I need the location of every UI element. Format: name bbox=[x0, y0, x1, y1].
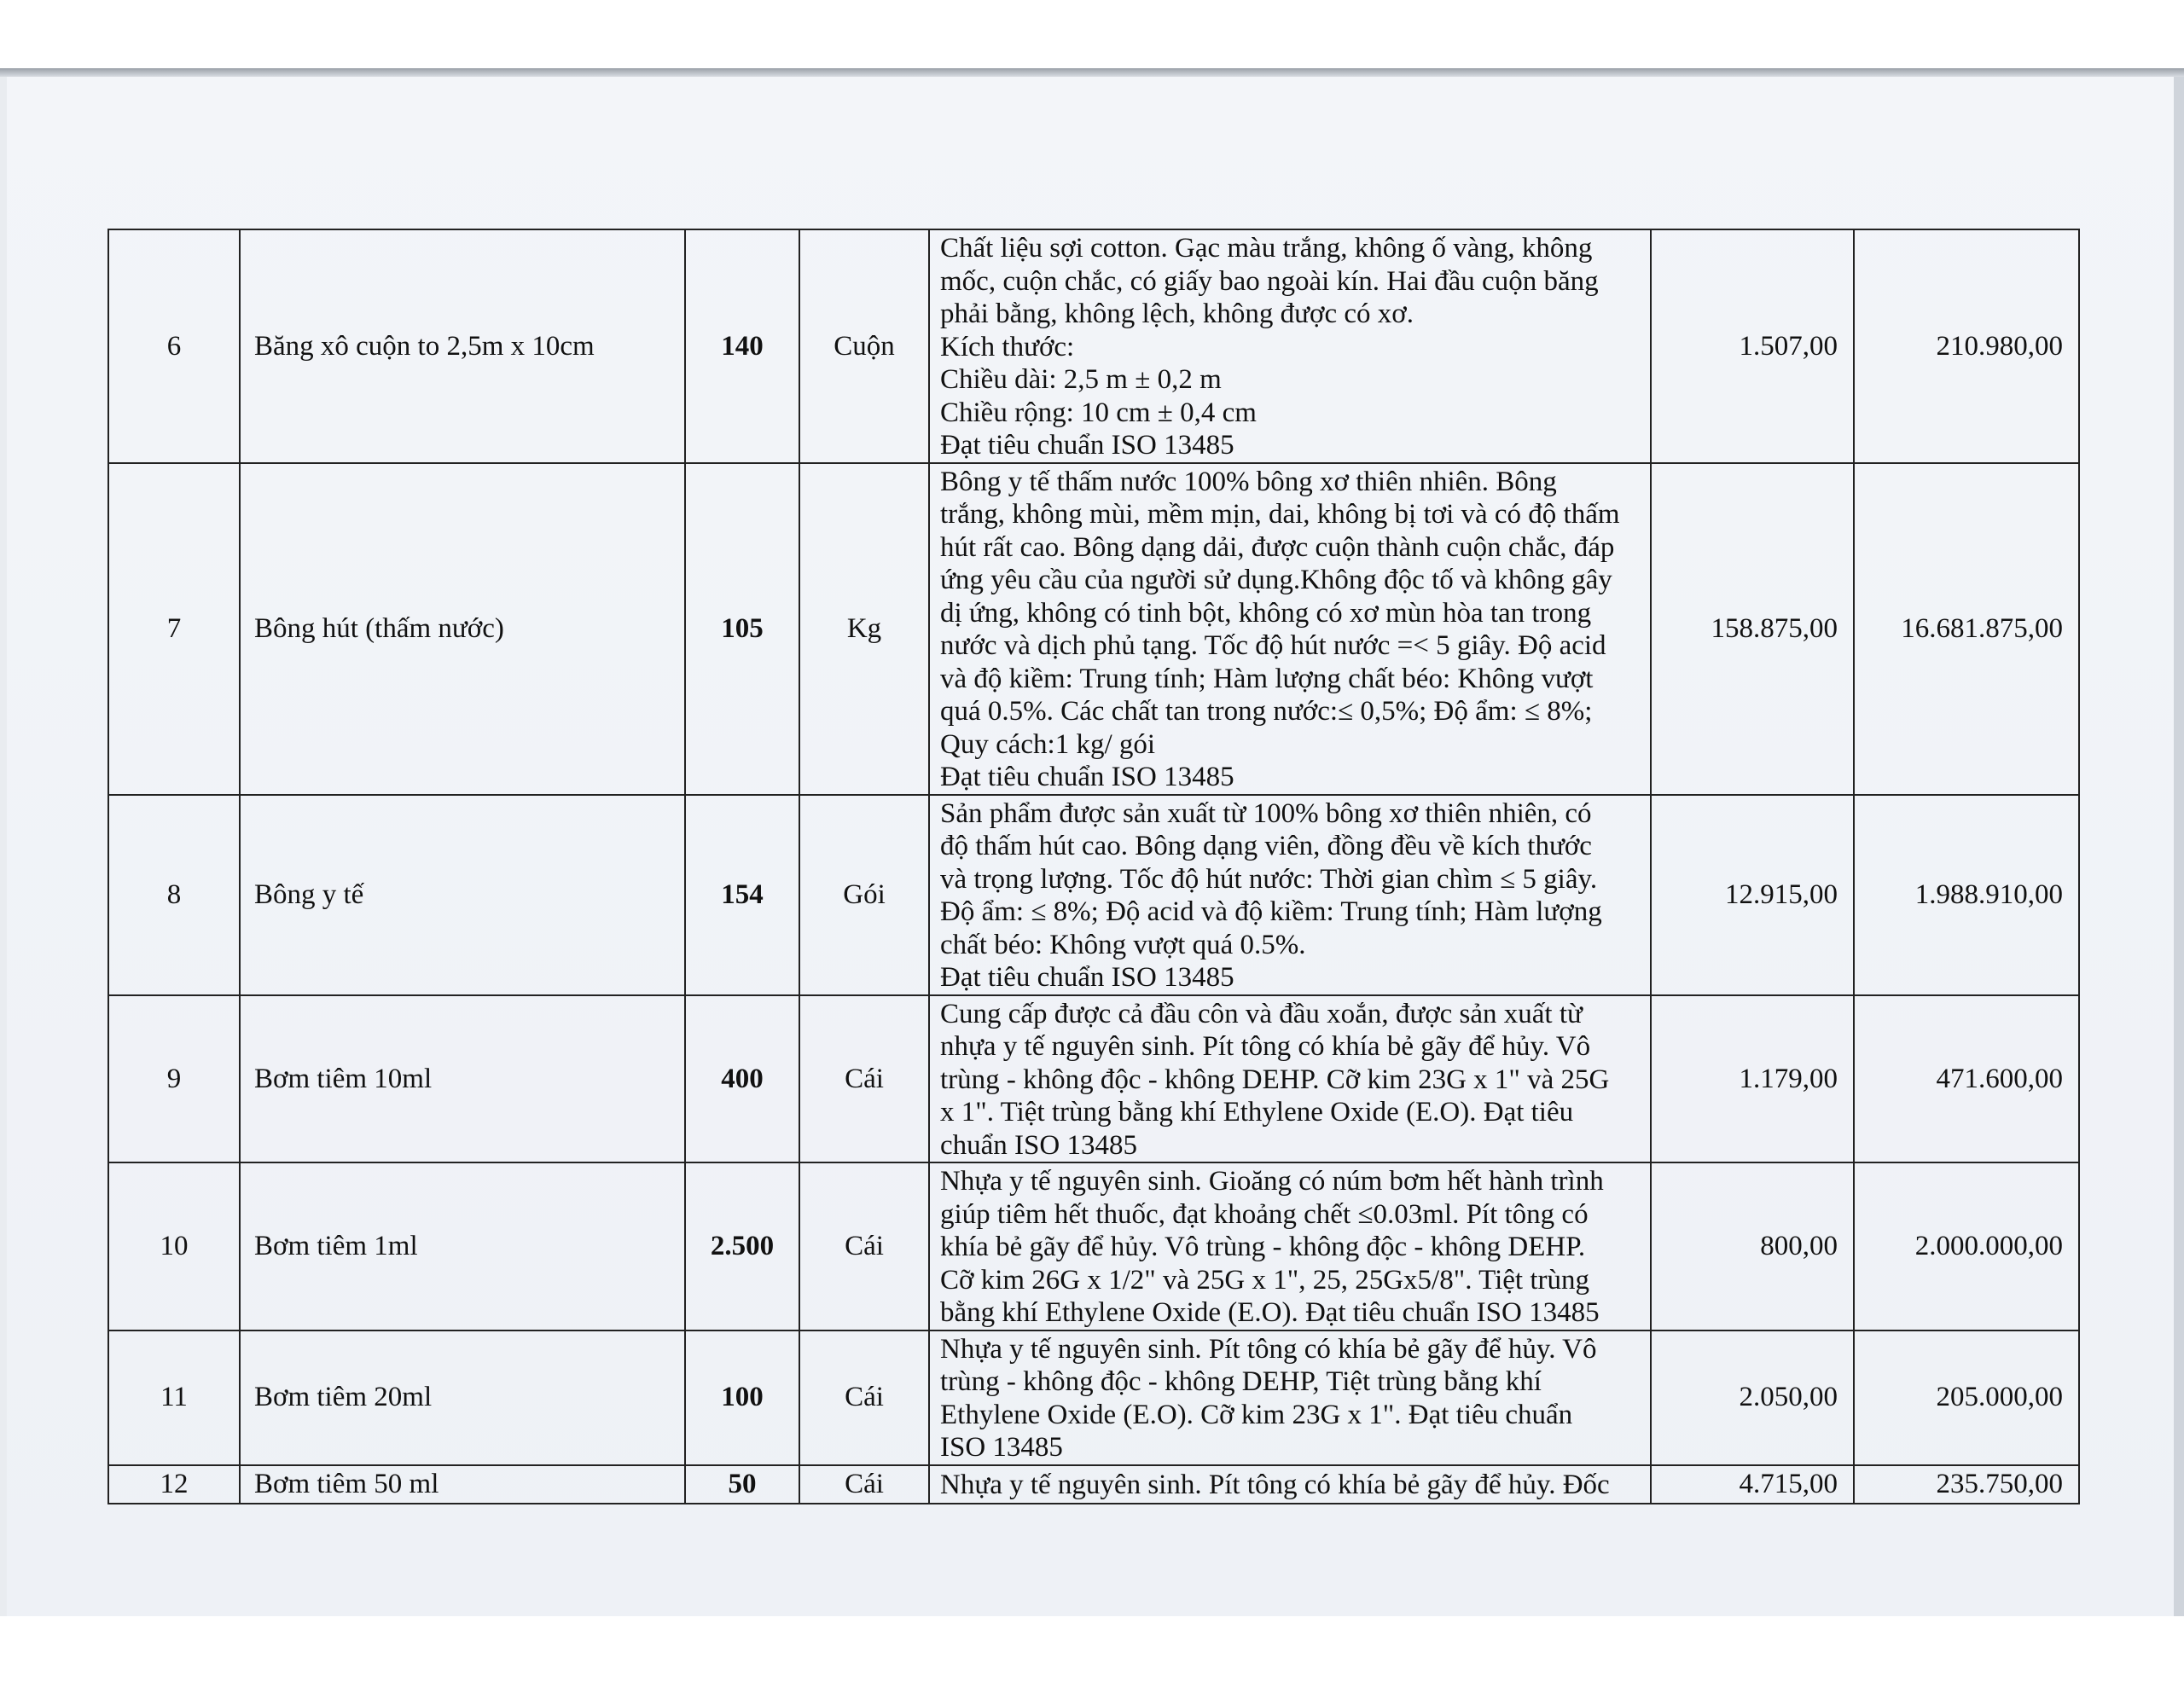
item-unit-price: 800,00 bbox=[1651, 1162, 1854, 1330]
item-name: Bơm tiêm 50 ml bbox=[240, 1465, 685, 1504]
description-line: ứng yêu cầu của người sử dụng.Không độc tố và không gây bbox=[940, 565, 1612, 595]
description-line: Sản phẩm được sản xuất từ 100% bông xơ thiên nhiên, có bbox=[940, 797, 1592, 829]
item-unit-price: 4.715,00 bbox=[1651, 1465, 1854, 1504]
description-line: nước và dịch phủ tạng. Tốc độ hút nước =< 5 giây. Độ acid bbox=[940, 630, 1606, 661]
table-row bbox=[108, 463, 2079, 795]
item-quantity: 50 bbox=[685, 1465, 799, 1504]
description-line: Đạt tiêu chuẩn ISO 13485 bbox=[940, 962, 1234, 993]
item-unit: Cuộn bbox=[799, 229, 929, 463]
item-total: 210.980,00 bbox=[1854, 229, 2079, 463]
description-line: Quy cách:1 kg/ gói bbox=[940, 728, 1156, 760]
item-quantity: 2.500 bbox=[685, 1162, 799, 1330]
item-description bbox=[929, 795, 1651, 995]
table-row bbox=[108, 995, 2079, 1163]
description-line: trùng - không độc - không DEHP, Tiệt trùng bằng khí bbox=[940, 1366, 1542, 1397]
item-quantity: 105 bbox=[685, 463, 799, 795]
description-line: và trọng lượng. Tốc độ hút nước: Thời gian chìm ≤ 5 giây. bbox=[940, 863, 1598, 895]
item-quantity: 400 bbox=[685, 995, 799, 1163]
item-quantity: 100 bbox=[685, 1330, 799, 1465]
description-line: độ thấm hút cao. Bông dạng viên, đồng đều về kích thước bbox=[940, 831, 1592, 861]
table-row bbox=[108, 229, 2079, 463]
scan-right-edge bbox=[2174, 77, 2184, 1616]
item-unit-price: 12.915,00 bbox=[1651, 795, 1854, 995]
row-number: 11 bbox=[108, 1330, 240, 1465]
description-line: chuẩn ISO 13485 bbox=[940, 1129, 1137, 1161]
row-number: 12 bbox=[108, 1465, 240, 1504]
description-line: mốc, cuộn chắc, có giấy bao ngoài kín. Hai đầu cuộn băng bbox=[940, 265, 1599, 297]
description-line: Độ ẩm: ≤ 8%; Độ acid và độ kiềm: Trung tính; Hàm lượng bbox=[940, 896, 1602, 927]
item-name: Bơm tiêm 20ml bbox=[240, 1330, 685, 1465]
scan-left-edge bbox=[0, 77, 7, 1616]
item-unit: Cái bbox=[799, 1465, 929, 1504]
description-line: phải bằng, không lệch, không được có xơ. bbox=[940, 299, 1414, 329]
item-description bbox=[929, 995, 1651, 1163]
table-body bbox=[108, 229, 2079, 1504]
row-number: 9 bbox=[108, 995, 240, 1163]
description-line: Ethylene Oxide (E.O). Cỡ kim 23G x 1". Đạt tiêu chuẩn bbox=[940, 1399, 1573, 1430]
description-line: Nhựa y tế nguyên sinh. Pít tông có khía bẻ gãy để hủy. Vô bbox=[940, 1333, 1597, 1365]
description-line: bằng khí Ethylene Oxide (E.O). Đạt tiêu chuẩn ISO 13485 bbox=[940, 1297, 1600, 1328]
description-line: giúp tiêm hết thuốc, đạt khoảng chết ≤0.03ml. Pít tông có bbox=[940, 1198, 1589, 1230]
description-line: Cỡ kim 26G x 1/2" và 25G x 1", 25, 25Gx5/8". Tiệt trùng bbox=[940, 1264, 1589, 1296]
description-line: trắng, không mùi, mềm mịn, dai, không bị tơi và có độ thấm bbox=[940, 499, 1620, 530]
table-row bbox=[108, 1330, 2079, 1465]
item-name: Bơm tiêm 10ml bbox=[240, 995, 685, 1163]
description-line: quá 0.5%. Các chất tan trong nước:≤ 0,5%; Độ ẩm: ≤ 8%; bbox=[940, 696, 1593, 727]
item-unit: Cái bbox=[799, 1162, 929, 1330]
description-line: chất béo: Không vượt quá 0.5%. bbox=[940, 929, 1306, 960]
item-unit: Cái bbox=[799, 1330, 929, 1465]
items-table bbox=[107, 229, 2080, 1504]
row-number: 7 bbox=[108, 463, 240, 795]
item-total: 1.988.910,00 bbox=[1854, 795, 2079, 995]
table-row bbox=[108, 795, 2079, 995]
item-total: 2.000.000,00 bbox=[1854, 1162, 2079, 1330]
description-line: trùng - không độc - không DEHP. Cỡ kim 23G x 1" và 25G bbox=[940, 1064, 1610, 1095]
row-number: 6 bbox=[108, 229, 240, 463]
item-quantity: 154 bbox=[685, 795, 799, 995]
item-description bbox=[929, 229, 1651, 463]
item-total: 235.750,00 bbox=[1854, 1465, 2079, 1504]
description-line: hút rất cao. Bông dạng dải, được cuộn thành cuộn chắc, đáp bbox=[940, 531, 1615, 563]
description-line: Nhựa y tế nguyên sinh. Pít tông có khía bẻ gãy để hủy. Đốc bbox=[940, 1469, 1610, 1500]
description-line: Bông y tế thấm nước 100% bông xơ thiên nhiên. Bông bbox=[940, 466, 1557, 497]
description-line: Kích thước: bbox=[940, 331, 1075, 362]
table-row bbox=[108, 1465, 2079, 1504]
item-description bbox=[929, 1162, 1651, 1330]
item-description bbox=[929, 463, 1651, 795]
item-unit-price: 1.507,00 bbox=[1651, 229, 1854, 463]
row-number: 10 bbox=[108, 1162, 240, 1330]
description-line: Đạt tiêu chuẩn ISO 13485 bbox=[940, 430, 1234, 461]
item-unit-price: 2.050,00 bbox=[1651, 1330, 1854, 1465]
description-line: Chất liệu sợi cotton. Gạc màu trắng, không ố vàng, không bbox=[940, 233, 1593, 264]
row-number: 8 bbox=[108, 795, 240, 995]
item-quantity: 140 bbox=[685, 229, 799, 463]
description-line: khía bẻ gãy để hủy. Vô trùng - không độc - không DEHP. bbox=[940, 1232, 1586, 1262]
item-unit-price: 158.875,00 bbox=[1651, 463, 1854, 795]
description-line: dị ứng, không có tinh bột, không có xơ mùn hòa tan trong bbox=[940, 597, 1592, 629]
table-row bbox=[108, 1162, 2079, 1330]
description-line: Đạt tiêu chuẩn ISO 13485 bbox=[940, 762, 1234, 792]
item-unit-price: 1.179,00 bbox=[1651, 995, 1854, 1163]
description-line: ISO 13485 bbox=[940, 1432, 1063, 1463]
description-line: nhựa y tế nguyên sinh. Pít tông có khía bẻ gãy để hủy. Vô bbox=[940, 1031, 1591, 1062]
description-line: và độ kiềm: Trung tính; Hàm lượng chất béo: Không vượt bbox=[940, 663, 1594, 694]
description-line: x 1". Tiệt trùng bằng khí Ethylene Oxide (E.O). Đạt tiêu bbox=[940, 1097, 1574, 1128]
scan-top-shadow bbox=[0, 68, 2184, 77]
description-line: Nhựa y tế nguyên sinh. Gioăng có núm bơm hết hành trình bbox=[940, 1166, 1604, 1197]
item-total: 471.600,00 bbox=[1854, 995, 2079, 1163]
item-name: Bông hút (thấm nước) bbox=[240, 463, 685, 795]
item-name: Bông y tế bbox=[240, 795, 685, 995]
description-line: Cung cấp được cả đầu côn và đầu xoắn, được sản xuất từ bbox=[940, 998, 1583, 1029]
item-total: 16.681.875,00 bbox=[1854, 463, 2079, 795]
item-description bbox=[929, 1465, 1651, 1504]
item-description bbox=[929, 1330, 1651, 1465]
item-name: Bơm tiêm 1ml bbox=[240, 1162, 685, 1330]
item-unit: Gói bbox=[799, 795, 929, 995]
item-name: Băng xô cuộn to 2,5m x 10cm bbox=[240, 229, 685, 463]
item-unit: Cái bbox=[799, 995, 929, 1163]
item-total: 205.000,00 bbox=[1854, 1330, 2079, 1465]
item-unit: Kg bbox=[799, 463, 929, 795]
description-line: Chiều dài: 2,5 m ± 0,2 m bbox=[940, 364, 1222, 395]
description-line: Chiều rộng: 10 cm ± 0,4 cm bbox=[940, 397, 1257, 428]
